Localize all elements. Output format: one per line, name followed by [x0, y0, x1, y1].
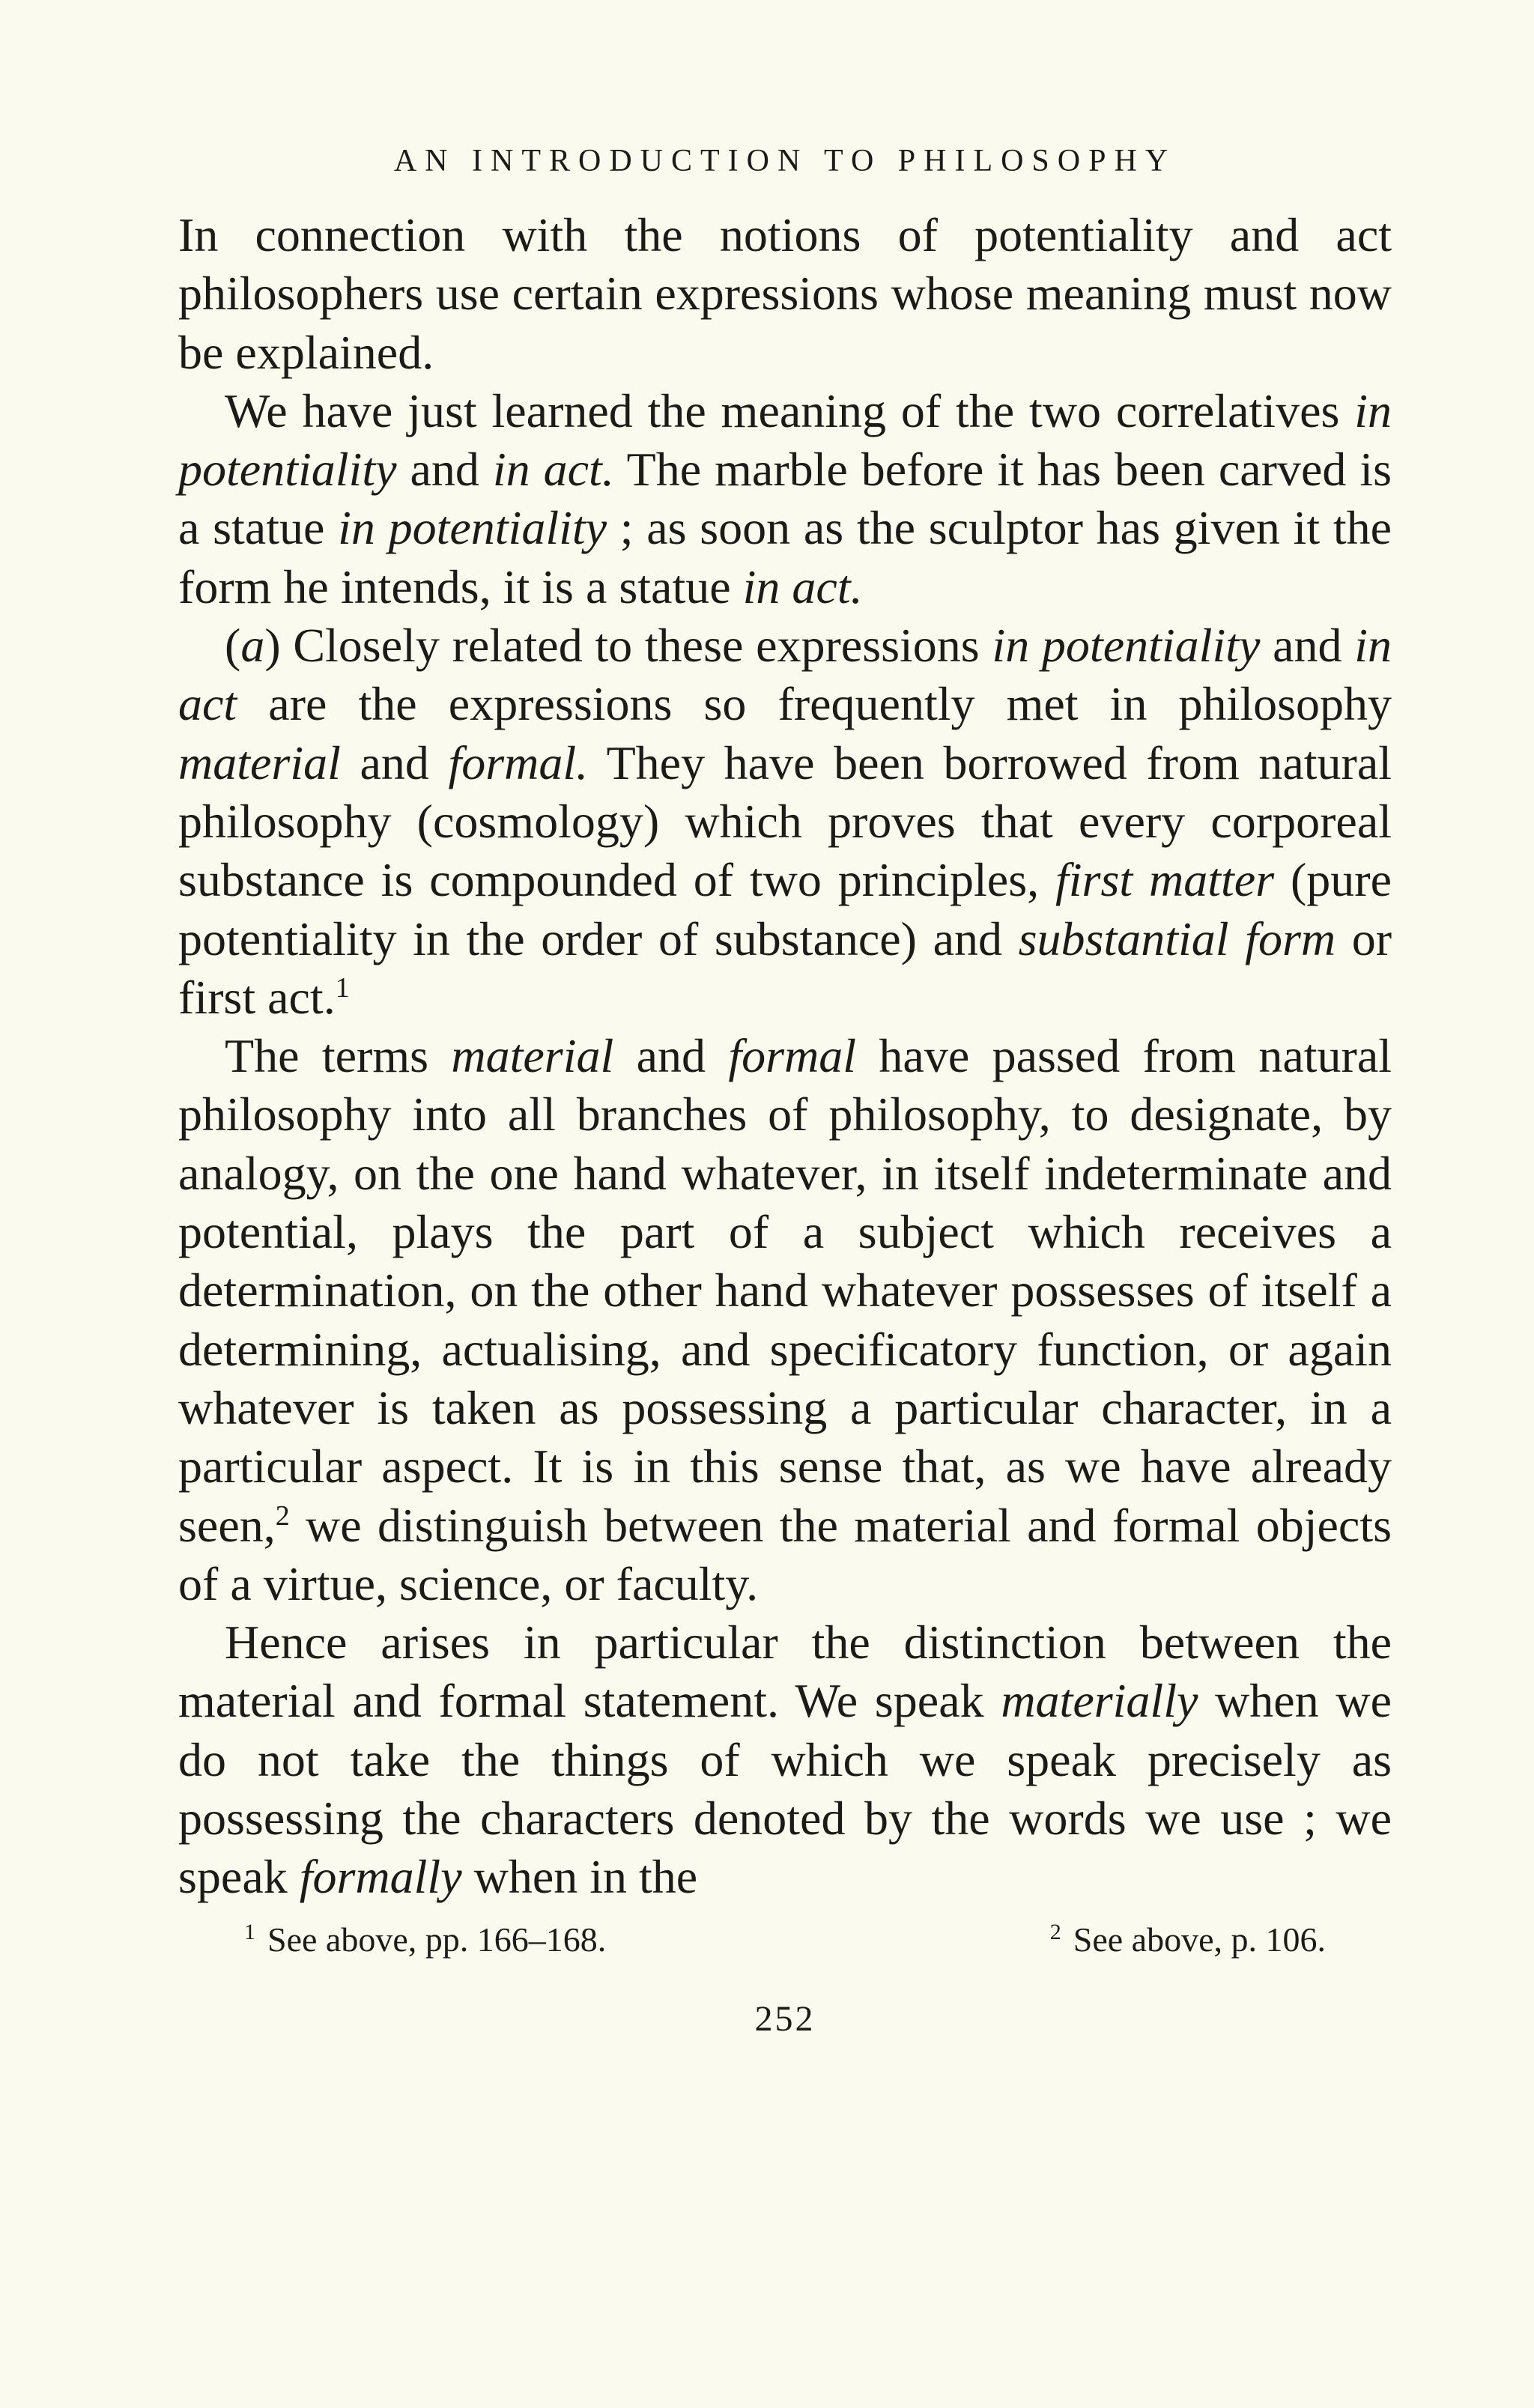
italic-term: in potentiality	[992, 619, 1261, 673]
text-run: (pure potentiality in the order of substance) and	[178, 853, 1392, 965]
footnote-text: See above, pp. 166–168.	[267, 1920, 607, 1959]
italic-term: a	[240, 619, 265, 673]
footnote	[244, 1917, 606, 1962]
text-run: or first act.	[178, 912, 1392, 1024]
text-run: and	[396, 443, 493, 497]
text-run: are the expressions so frequently met in philosophy	[237, 677, 1392, 731]
italic-term: substantial form	[1018, 912, 1336, 965]
footnote-ref: 1	[335, 971, 350, 1004]
text-run: when we do not take the things of which we speak precisely as possessing the characters denoted by the words we use ; we speak	[178, 1674, 1392, 1904]
text-run: Hence arises in particular the distinction between the material and formal statement. We speak	[178, 1616, 1392, 1728]
book-page	[178, 139, 1392, 2039]
italic-term: formally	[299, 1850, 462, 1904]
paragraph	[178, 1613, 1392, 1906]
running-head: AN INTRODUCTION TO PHILOSOPHY	[393, 144, 1177, 178]
text-run: and	[340, 736, 449, 789]
footnote-text: See above, p. 106.	[1073, 1920, 1326, 1959]
text-run: we distinguish between the material and formal objects of a virtue, science, or faculty.	[178, 1498, 1392, 1610]
italic-term: first matter	[1055, 853, 1275, 907]
italic-term: in potentiality	[178, 383, 1392, 497]
text-run: The terms	[225, 1029, 452, 1083]
text-run: We have just learned the meaning of the two correlatives	[225, 383, 1355, 437]
text-run: (	[225, 619, 241, 673]
italic-term: material	[451, 1029, 614, 1083]
italic-term: formal	[728, 1029, 857, 1083]
footnote	[1050, 1917, 1326, 1962]
text-run: and	[1260, 619, 1355, 673]
text-run: have passed from natural philosophy into all branches of philosophy, to designate, by analogy, on the one hand whatever, in itself indeterminate and potential, plays the part of a subject which receives a determination, on the other hand whatever possesses of itself a determining, actualising, and specificatory function, or again whatever is taken as possessing a particular character, in a particular aspect. It is in this sense that, as we have already seen,	[178, 1029, 1392, 1552]
italic-term: materially	[1001, 1674, 1198, 1728]
footnotes	[178, 1917, 1392, 1962]
text-run: ) Closely related to these expressions	[264, 619, 992, 673]
text-run: The marble before it has been carved is a statue	[178, 443, 1392, 555]
italic-term: in act.	[742, 559, 863, 613]
footnote-mark: 2	[1049, 1919, 1061, 1944]
text-run: and	[613, 1029, 729, 1083]
paragraph	[178, 616, 1392, 1027]
text-run: In connection with the notions of potentiality and act philosophers use certain expressions whose meaning must now be explained.	[178, 208, 1392, 379]
italic-term: in potentiality	[338, 501, 607, 555]
italic-term: formal.	[448, 736, 589, 789]
paragraph	[178, 382, 1392, 616]
body-text	[178, 206, 1392, 1907]
italic-term: material	[178, 736, 341, 789]
text-run: when in the	[461, 1850, 698, 1904]
italic-term: in act.	[492, 443, 614, 497]
page-number: 252	[754, 1998, 816, 2039]
text-run: ; as soon as the sculptor has given it the form he intends, it is a statue	[178, 501, 1392, 613]
italic-term: in act	[178, 619, 1392, 731]
paragraph	[178, 1027, 1392, 1613]
footnote-ref: 2	[275, 1499, 290, 1532]
text-run: They have been borrowed from natural philosophy (cosmology) which proves that every corporeal substance is compounded of two principles,	[178, 736, 1392, 907]
footnote-mark: 1	[244, 1919, 255, 1944]
paragraph	[178, 206, 1392, 382]
